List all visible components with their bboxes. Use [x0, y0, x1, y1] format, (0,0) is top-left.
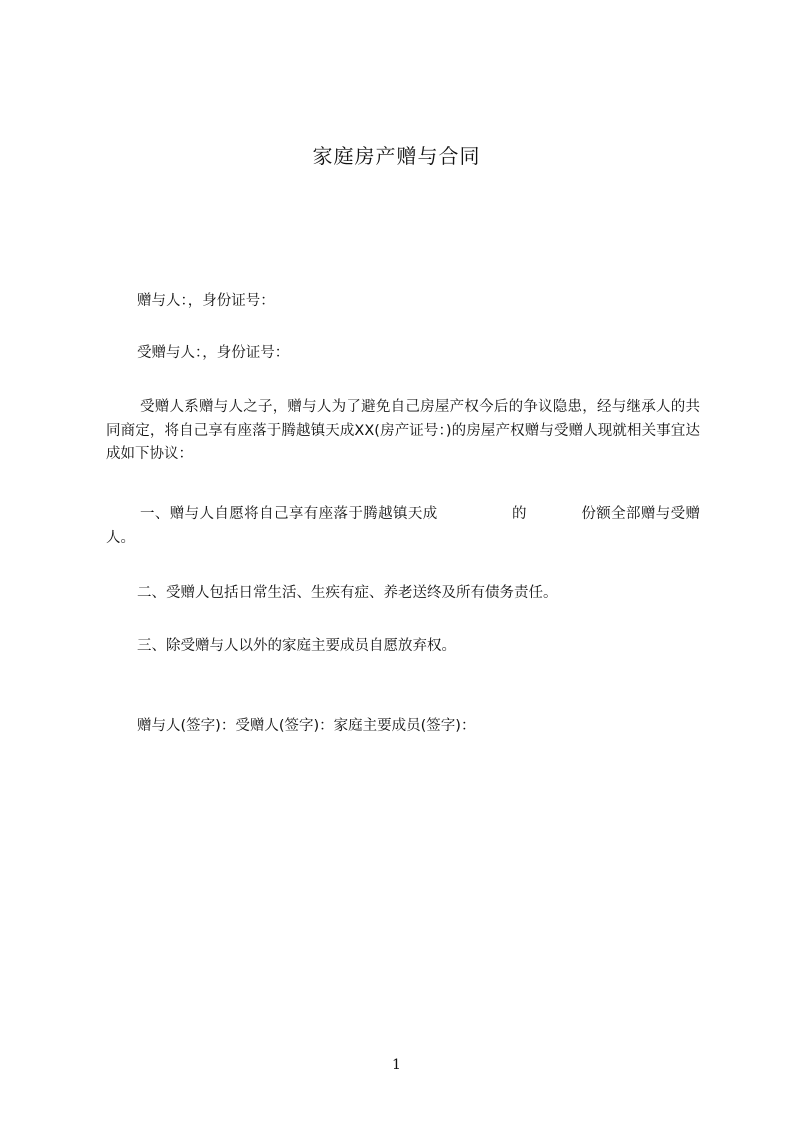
intro-paragraph [106, 396, 700, 467]
clause-1-text-c: 份额全部赠与受赠人。 [106, 506, 701, 546]
clause-3: 三、除受赠与人以外的家庭主要成员自愿放弃权。 [137, 638, 456, 654]
signature-line: 赠与人(签字)：受赠人(签字)：家庭主要成员(签字)： [137, 718, 476, 734]
page-number: 1 [392, 1057, 401, 1073]
clause-1-text-a: 一、赠与人自愿将自己享有座落于腾越镇天成 [140, 506, 438, 522]
document-title: 家庭房产赠与合同 [312, 144, 481, 168]
clause-1 [106, 503, 700, 550]
clause-2: 二、受赠人包括日常生活、生疾有症、养老送终及所有债务责任。 [137, 585, 558, 601]
donor-line: 赠与人：，身份证号： [137, 293, 275, 309]
donee-line: 受赠与人：，身份证号： [137, 345, 290, 361]
clause-1-text-b: 的 [511, 506, 527, 522]
intro-paragraph-text: 受赠人系赠与人之子，赠与人为了避免自己房屋产权今后的争议隐患，经与继承人的共同商定，将自己享有座落于腾越镇天成XX(房产证号：)的房屋产权赠与受赠人现就相关事宜达成如下协议： [106, 399, 700, 462]
